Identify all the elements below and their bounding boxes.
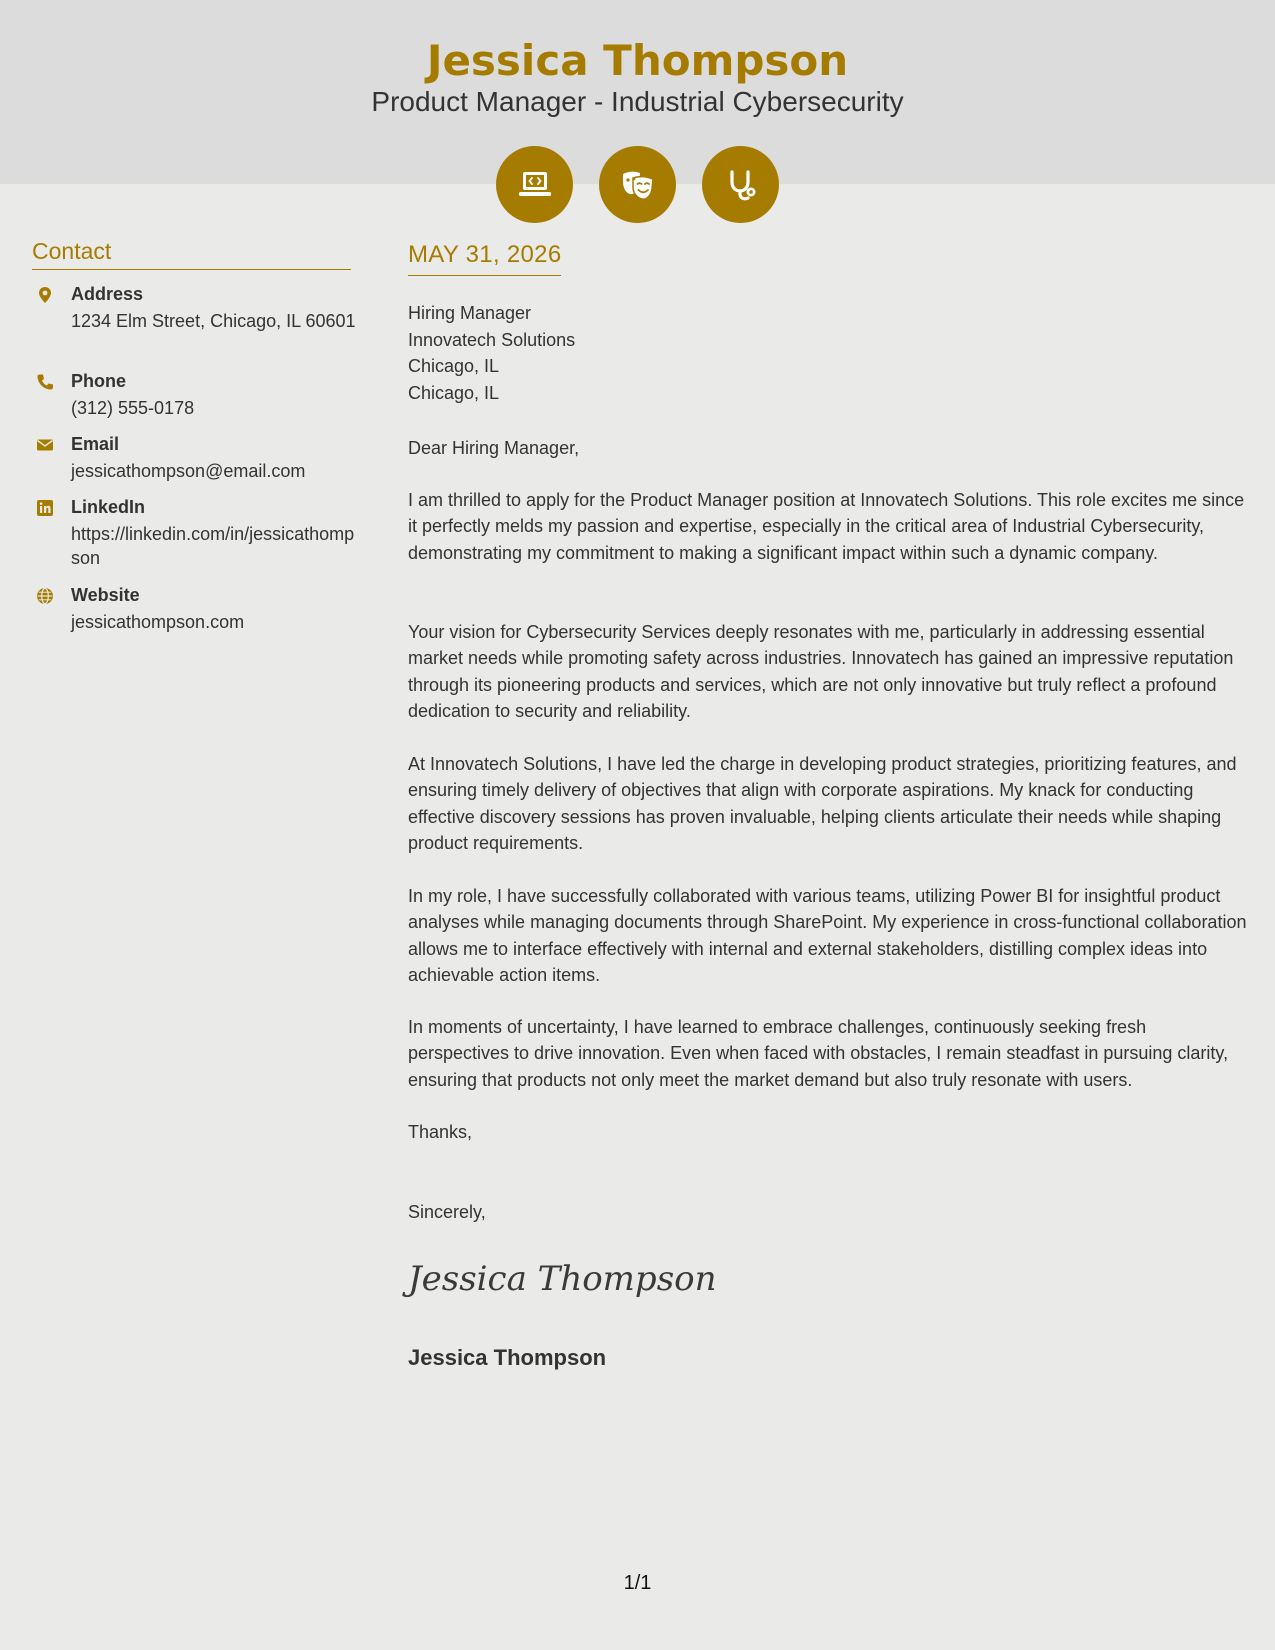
contact-heading: Contact: [32, 238, 351, 270]
sign-off: Sincerely,: [408, 1202, 486, 1222]
recipient-line: Chicago, IL: [408, 382, 500, 403]
body-paragraph: At Innovatech Solutions, I have led the charge in developing product strategies, prioritizing features, and ensuring timely delivery of objectives that align with corporate aspirations. My knack for conducting effective discovery sessions has proven invaluable, helping clients articulate their needs while shaping product requirements.: [408, 754, 1237, 853]
handwritten-signature: [406, 1254, 717, 1304]
globe-icon: [36, 587, 54, 605]
website-value[interactable]: jessicathompson.com: [71, 612, 245, 632]
recipient-block: [408, 300, 1248, 406]
linkedin-icon: [36, 499, 54, 517]
job-title: Product Manager - Industrial Cybersecurity: [371, 86, 904, 117]
recipient-line: Innovatech Solutions: [408, 329, 576, 350]
phone-icon: [36, 373, 54, 391]
recipient-line: Hiring Manager: [408, 303, 532, 323]
body-paragraph: In my role, I have successfully collaborated with various teams, utilizing Power BI for insightful product analyses while managing documents through SharePoint. My experience in cross-functional collaboration allows me to interface effectively with internal and external stakeholders, distilling complex ideas into achievable action items.: [408, 886, 1247, 985]
linkedin-label: LinkedIn: [71, 497, 146, 517]
recipient-line: Chicago, IL: [408, 356, 500, 376]
address-value: 1234 Elm Street, Chicago, IL 60601: [71, 311, 356, 331]
email-label: Email: [71, 434, 120, 454]
laptop-code-icon: [496, 146, 573, 223]
signed-name: Jessica Thompson: [408, 1345, 607, 1370]
envelope-icon: [36, 436, 54, 454]
linkedin-value[interactable]: https://linkedin.com/in/jessicathompson: [71, 524, 355, 568]
email-value[interactable]: jessicathompson@email.com: [71, 461, 306, 481]
address-label: Address: [71, 284, 144, 304]
thanks-line: Thanks,: [408, 1122, 473, 1142]
phone-value[interactable]: (312) 555-0178: [71, 398, 195, 418]
candidate-name: Jessica Thompson: [426, 36, 849, 85]
signature-text: Jessica Thompson: [408, 1259, 717, 1299]
stethoscope-icon: [702, 146, 779, 223]
greeting: Dear Hiring Manager,: [408, 438, 580, 458]
body-paragraph: Your vision for Cybersecurity Services deeply resonates with me, particularly in addressing essential market needs while promoting safety across industries. Innovatech has gained an impressive reputation through its pioneering products and services, which are not only innovative but truly reflect a profound dedication to security and reliability.: [408, 622, 1234, 721]
body-paragraph: In moments of uncertainty, I have learned to embrace challenges, continuously seeking fresh perspectives to drive innovation. Even when faced with obstacles, I remain steadfast in pursuing clarity, ensuring that products not only meet the market demand but also truly resonate with users.: [408, 1017, 1229, 1090]
theater-masks-icon: [599, 146, 676, 223]
body-paragraph: I am thrilled to apply for the Product Manager position at Innovatech Solutions. This role excites me since it perfectly melds my passion and expertise, especially in the critical area of Industrial Cybersecurity, demonstrating my commitment to making a significant impact within such a dynamic company.: [408, 490, 1245, 563]
phone-label: Phone: [71, 371, 127, 391]
letter-date: MAY 31, 2026: [408, 241, 561, 276]
page-number: 1/1: [623, 1572, 652, 1594]
map-marker-icon: [36, 286, 54, 304]
website-label: Website: [71, 585, 140, 605]
